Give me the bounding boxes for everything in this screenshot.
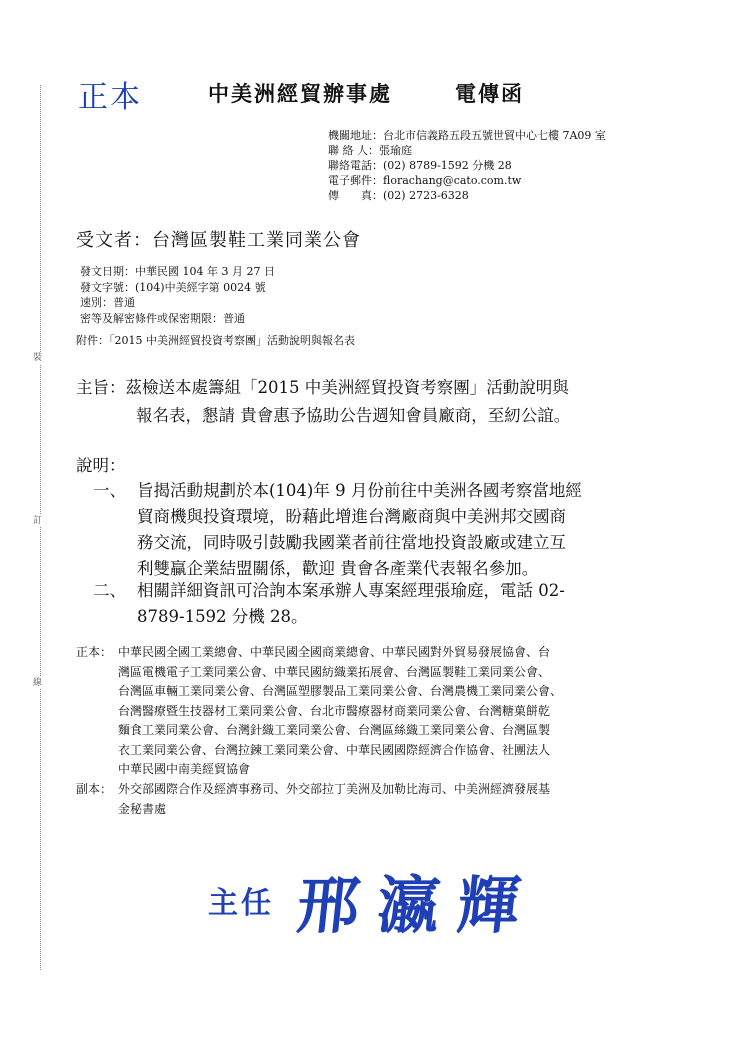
explanation-label: 說明： [76,456,126,475]
binding-mark-ding: 訂 [33,516,43,526]
item-line: 相關詳細資訊可洽詢本案承辦人專案經理張瑜庭，電話 02- [137,581,565,600]
issue-date: 發文日期：中華民國 104 年 3 月 27 日 [80,265,275,278]
signature-name-stamp: 邢瀛輝 [293,869,542,942]
recipient-line: 台灣區車輛工業同業公會、台灣區塑膠製品工業同業公會、台灣農機工業同業公會、 [118,684,563,698]
classification: 密等及解密條件或保密期限：普通 [80,311,245,325]
recipient-line: 台灣醫療暨生技器材工業同業公會、台北市醫療器材商業同業公會、台灣糖菓餅乾 [118,703,551,718]
contact-phone: 聯絡電話：(02) 8789-1592 分機 28 [328,159,512,172]
document-meta [80,264,275,326]
item-text [137,578,565,630]
subject-line-1: 主旨：茲檢送本處籌組「2015 中美洲經貿投資考察團」活動說明與 [76,378,569,397]
recipient-line: 金秘書處 [118,801,167,816]
contact-fax: 傳 真：(02) 2723-6328 [328,189,469,202]
document-type: 電傳函 [455,81,524,106]
explanation-item-2 [93,578,673,638]
item-line: 貿商機與投資環境，盼藉此增進台灣廠商與中美洲邦交國商 [137,507,566,526]
contact-email: 電子郵件：florachang@cato.com.tw [328,174,522,187]
recipient: 受文者：台灣區製鞋工業同業公會 [76,230,361,251]
copy-recipients-list [118,780,678,819]
subject-line-2: 報名表，懇請 貴會惠予協助公告週知會員廠商，至紉公誼。 [136,406,571,425]
recipient-line: 衣工業同業公會、台灣拉鍊工業同業公會、中華民國國際經濟合作協會、社團法人 [118,742,551,757]
item-line: 務交流，同時吸引鼓勵我國業者前往當地投資設廠或建立互 [137,533,566,552]
original-recipients-label: 正本： [76,645,113,659]
binding-margin-line [40,85,41,970]
recipient-line: 中華民國全國工業總會、中華民國全國商業總會、中華民國對外貿易發展協會、台 [118,645,551,659]
contact-address: 機關地址：台北市信義路五段五號世貿中心七樓 7A09 室 [328,129,606,142]
recipient-line: 麵食工業同業公會、台灣針織工業同業公會、台灣區絲織工業同業公會、台灣區製 [118,723,551,737]
subject [76,374,676,430]
document-number: 發文字號：(104)中美經字第 0024 號 [80,280,266,294]
original-recipients [76,643,696,783]
recipient-line: 外交部國際合作及經濟事務司、外交部拉丁美洲及加勒比海司、中美洲經濟發展基 [118,782,551,796]
item-number: 二、 [93,581,126,600]
attachment: 附件：「2015 中美洲經貿投資考察團」活動說明與報名表 [76,334,355,347]
item-line: 利雙贏企業結盟關係，歡迎 貴會各產業代表報名參加。 [137,559,539,578]
office-title: 中美洲經貿辦事處 [208,81,392,106]
item-number: 一、 [93,481,126,500]
original-recipients-list [118,643,678,780]
explanation-item-1 [93,478,673,588]
contact-person: 聯 絡 人：張瑜庭 [328,144,412,157]
binding-mark-xian: 線 [33,678,43,688]
item-text [137,478,582,582]
signature-title: 主任 [208,886,274,921]
recipient-line: 灣區電機電子工業同業公會、中華民國紡織業拓展會、台灣區製鞋工業同業公會、 [118,664,551,679]
copy-recipients [76,780,696,820]
copy-recipients-label: 副本： [76,782,113,796]
contact-block [328,128,606,203]
binding-mark-zhuang: 裝 [33,353,43,363]
recipient-line: 中華民國中南美經貿協會 [118,762,251,776]
item-line: 8789-1592 分機 28。 [137,607,308,626]
urgency: 速別：普通 [80,296,135,309]
original-copy-stamp: 正本 [78,80,142,115]
item-line: 旨揭活動規劃於本(104)年 9 月份前往中美洲各國考察當地經 [137,481,582,500]
